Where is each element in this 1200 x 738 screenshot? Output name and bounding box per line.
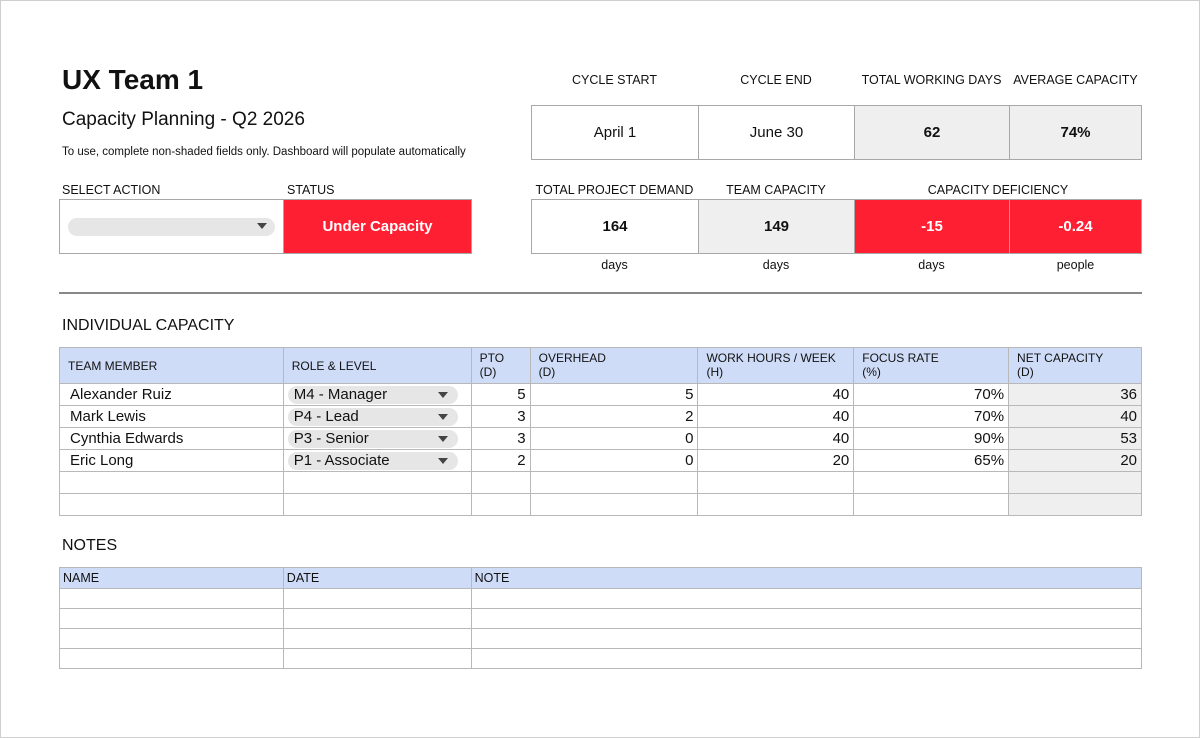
pto-cell[interactable] — [471, 472, 530, 494]
net-capacity-cell: 36 — [1009, 384, 1142, 406]
col-header-overhead-unit: (D) — [538, 365, 556, 379]
col-header-date: DATE — [283, 568, 471, 589]
table-row-empty — [60, 472, 1142, 494]
status-badge: Under Capacity — [283, 199, 472, 254]
hours-cell[interactable]: 40 — [698, 384, 854, 406]
note-text-cell[interactable] — [471, 609, 1141, 629]
individual-capacity-title: INDIVIDUAL CAPACITY — [62, 317, 235, 334]
role-cell — [283, 406, 471, 428]
col-header-overhead-label: OVERHEAD — [538, 351, 606, 365]
chevron-down-icon — [438, 414, 448, 420]
member-name-cell[interactable]: Mark Lewis — [60, 406, 284, 428]
deficiency-days-unit: days — [918, 258, 945, 272]
individual-capacity-table — [59, 347, 1142, 516]
role-cell[interactable] — [283, 494, 471, 516]
col-header-role: ROLE & LEVEL — [283, 348, 471, 384]
hours-cell[interactable]: 20 — [698, 450, 854, 472]
table-row — [60, 406, 1142, 428]
cycle-start-label: CYCLE START — [572, 73, 657, 87]
chevron-down-icon — [438, 392, 448, 398]
capacity-deficiency-label: CAPACITY DEFICIENCY — [927, 183, 1069, 197]
hours-cell[interactable]: 40 — [698, 428, 854, 450]
section-divider — [59, 292, 1142, 294]
total-project-demand-field[interactable]: 164 — [531, 199, 699, 254]
role-cell — [283, 450, 471, 472]
col-header-net-label: NET CAPACITY — [1017, 351, 1104, 365]
chevron-down-icon — [438, 436, 448, 442]
total-working-days-value: 62 — [854, 105, 1010, 160]
pto-cell[interactable]: 2 — [471, 450, 530, 472]
note-name-cell[interactable] — [60, 649, 284, 669]
role-value: P4 - Lead — [293, 408, 359, 425]
total-project-demand-unit: days — [601, 258, 628, 272]
col-header-member: TEAM MEMBER — [60, 348, 284, 384]
team-capacity-unit: days — [762, 258, 790, 272]
net-capacity-cell: 20 — [1009, 450, 1142, 472]
note-date-cell[interactable] — [283, 589, 471, 609]
role-dropdown[interactable] — [288, 408, 458, 426]
note-date-cell[interactable] — [283, 629, 471, 649]
note-text-cell[interactable] — [471, 629, 1141, 649]
member-name-cell[interactable]: Eric Long — [60, 450, 284, 472]
net-capacity-cell: 53 — [1009, 428, 1142, 450]
team-capacity-value: 149 — [698, 199, 855, 254]
focus-cell[interactable]: 65% — [854, 450, 1009, 472]
table-row — [60, 384, 1142, 406]
focus-cell[interactable]: 70% — [854, 384, 1009, 406]
status-label: STATUS — [287, 183, 335, 197]
col-header-note: NOTE — [471, 568, 1141, 589]
hours-cell[interactable] — [698, 494, 854, 516]
role-value: M4 - Manager — [293, 386, 388, 403]
col-header-overhead — [530, 348, 698, 384]
pto-cell[interactable]: 3 — [471, 428, 530, 450]
net-capacity-cell — [1009, 494, 1142, 516]
col-header-hours-unit: (H) — [706, 365, 724, 379]
net-capacity-cell — [1009, 472, 1142, 494]
overhead-cell[interactable]: 5 — [530, 384, 698, 406]
notes-row — [60, 589, 1142, 609]
notes-table — [59, 567, 1142, 669]
hours-cell[interactable]: 40 — [698, 406, 854, 428]
notes-row — [60, 609, 1142, 629]
role-dropdown[interactable] — [288, 452, 458, 470]
overhead-cell[interactable] — [530, 494, 698, 516]
focus-cell[interactable] — [854, 472, 1009, 494]
notes-title: NOTES — [62, 537, 118, 554]
overhead-cell[interactable]: 0 — [530, 450, 698, 472]
table-header-row — [60, 348, 1142, 384]
col-header-pto-unit: (D) — [479, 365, 497, 379]
col-header-pto-label: PTO — [479, 351, 505, 365]
pto-cell[interactable] — [471, 494, 530, 516]
average-capacity-value: 74% — [1009, 105, 1142, 160]
role-cell — [283, 384, 471, 406]
overhead-cell[interactable]: 0 — [530, 428, 698, 450]
total-project-demand-label: TOTAL PROJECT DEMAND — [535, 183, 694, 197]
table-row-empty — [60, 494, 1142, 516]
role-dropdown[interactable] — [288, 430, 458, 448]
net-capacity-cell: 40 — [1009, 406, 1142, 428]
deficiency-people-value: -0.24 — [1009, 199, 1142, 254]
page-subtitle: Capacity Planning - Q2 2026 — [62, 109, 305, 130]
overhead-cell[interactable] — [530, 472, 698, 494]
col-header-focus — [854, 348, 1009, 384]
member-name-cell[interactable]: Alexander Ruiz — [60, 384, 284, 406]
deficiency-people-unit: people — [1056, 258, 1095, 272]
pto-cell[interactable]: 5 — [471, 384, 530, 406]
pto-cell[interactable]: 3 — [471, 406, 530, 428]
note-name-cell[interactable] — [60, 629, 284, 649]
member-name-cell[interactable] — [60, 472, 284, 494]
team-capacity-label: TEAM CAPACITY — [726, 183, 826, 197]
deficiency-days-value: -15 — [854, 199, 1010, 254]
select-action-label: SELECT ACTION — [62, 183, 161, 197]
role-value: P3 - Senior — [293, 430, 369, 447]
total-working-days-label: TOTAL WORKING DAYS — [861, 73, 1002, 87]
hours-cell[interactable] — [698, 472, 854, 494]
col-header-hours — [698, 348, 854, 384]
col-header-pto — [471, 348, 530, 384]
notes-row — [60, 629, 1142, 649]
focus-cell[interactable]: 90% — [854, 428, 1009, 450]
instructions-text: To use, complete non-shaded fields only. Dashboard will populate automatically — [62, 146, 466, 158]
page-title: UX Team 1 — [62, 64, 204, 95]
average-capacity-label: AVERAGE CAPACITY — [1013, 73, 1138, 87]
col-header-focus-label: FOCUS RATE — [862, 351, 939, 365]
col-header-net-unit: (D) — [1017, 365, 1034, 379]
note-text-cell[interactable] — [471, 649, 1141, 669]
cycle-end-field[interactable]: June 30 — [698, 105, 855, 160]
member-name-cell[interactable]: Cynthia Edwards — [60, 428, 284, 450]
notes-header-row — [60, 568, 1142, 589]
chevron-down-icon — [438, 458, 448, 464]
cycle-end-label: CYCLE END — [740, 73, 812, 87]
role-value: P1 - Associate — [293, 452, 390, 469]
table-row — [60, 428, 1142, 450]
cycle-start-field[interactable]: April 1 — [531, 105, 699, 160]
member-name-cell[interactable] — [60, 494, 284, 516]
chevron-down-icon — [257, 223, 267, 229]
col-header-hours-label: WORK HOURS / WEEK — [706, 351, 836, 365]
select-action-dropdown[interactable] — [68, 218, 275, 236]
table-row — [60, 450, 1142, 472]
focus-cell[interactable] — [854, 494, 1009, 516]
col-header-net — [1009, 348, 1142, 384]
col-header-name: NAME — [60, 568, 284, 589]
notes-row — [60, 649, 1142, 669]
note-name-cell[interactable] — [60, 609, 284, 629]
overhead-cell[interactable]: 2 — [530, 406, 698, 428]
note-name-cell[interactable] — [60, 589, 284, 609]
col-header-focus-unit: (%) — [862, 365, 881, 379]
note-date-cell[interactable] — [283, 609, 471, 629]
note-date-cell[interactable] — [283, 649, 471, 669]
role-cell — [283, 428, 471, 450]
role-cell[interactable] — [283, 472, 471, 494]
note-text-cell[interactable] — [471, 589, 1141, 609]
role-dropdown[interactable] — [288, 386, 458, 404]
focus-cell[interactable]: 70% — [854, 406, 1009, 428]
